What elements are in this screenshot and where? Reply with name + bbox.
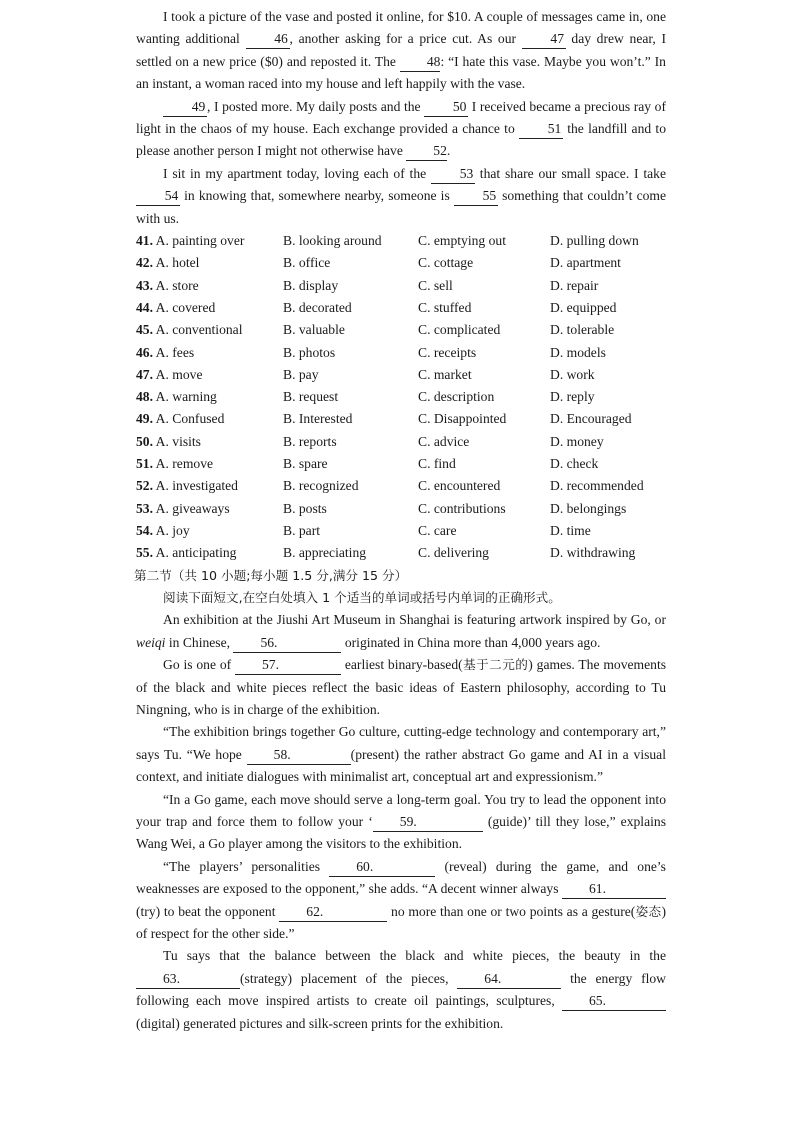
paragraph-1 [136, 6, 666, 96]
text: that share our small space. I take [479, 165, 666, 181]
option-c[interactable]: C. delivering [418, 545, 489, 561]
option-c[interactable]: C. cottage [418, 255, 474, 271]
option-c[interactable]: C. contributions [418, 500, 506, 516]
question-row [136, 297, 666, 319]
text: something that couldn’t come with us. [136, 188, 667, 226]
passage2-paragraph-3 [136, 721, 666, 788]
option-b[interactable]: B. valuable [283, 322, 345, 338]
question-number: 45. [136, 322, 153, 338]
text: (try) to beat the opponent [136, 903, 276, 919]
question-number: 43. [136, 277, 153, 293]
text: earliest binary-based( [344, 657, 463, 673]
text: (present) the rather abstract Go game and AI in a visual context, and initiate dialogues with minimalist art, conceptual art and expressionism.” [136, 746, 666, 785]
option-d[interactable]: D. belongings [550, 500, 627, 516]
passage2-paragraph-4 [136, 789, 666, 856]
text: (digital) generated pictures and silk-screen prints for the exhibition. [136, 1015, 504, 1031]
text: “The players’ personalities [163, 858, 321, 874]
option-a[interactable]: A. warning [155, 389, 217, 405]
option-a[interactable]: A. visits [155, 433, 201, 449]
text: Go is one of [163, 657, 232, 673]
blank-56[interactable]: 56. [233, 634, 341, 653]
blank-50[interactable]: 50 [424, 98, 468, 117]
question-row [136, 342, 666, 364]
blank-47[interactable]: 47 [522, 30, 566, 49]
text: no more than one or two points as a gesture( [391, 903, 636, 919]
text: originated in China more than 4,000 years ago. [344, 634, 601, 650]
option-a[interactable]: A. hotel [155, 255, 200, 271]
text: : “I hate this vase. Maybe you won’t.” In an instant, a woman raced into my house and left happily with the vase. [136, 53, 666, 92]
option-a[interactable]: A. move [155, 366, 203, 382]
question-number: 55. [136, 545, 153, 561]
option-d[interactable]: D. Encouraged [550, 411, 632, 427]
section-heading: 第二节（共 10 小题;每小题 1.5 分,满分 15 分） [134, 567, 408, 583]
text: Tu says that the balance between the black and white pieces, the beauty in the [163, 948, 666, 964]
blank-48[interactable]: 48 [400, 53, 441, 72]
blank-62[interactable]: 62. [279, 903, 387, 922]
question-number: 44. [136, 299, 153, 315]
question-number: 46. [136, 344, 153, 360]
question-row [136, 475, 666, 497]
exam-page [136, 6, 666, 1035]
text: day drew near, I settled on a new price ($0) and reposted it. The [136, 31, 666, 69]
question-row [136, 275, 666, 297]
question-number: 42. [136, 255, 153, 271]
option-d[interactable]: D. withdrawing [550, 545, 636, 561]
text: An exhibition at the Jiushi Art Museum in Shanghai is featuring artwork inspired by Go, or [163, 612, 666, 628]
text: ) games. The movements of the black and white pieces reflect the basic ideas of Eastern philosophy, according to Tu Ningning, who is in charge of the exhibition. [136, 657, 667, 717]
blank-53[interactable]: 53 [431, 165, 475, 184]
option-c[interactable]: C. market [418, 366, 472, 382]
question-row [136, 498, 666, 520]
blank-60[interactable]: 60. [329, 858, 435, 877]
option-a[interactable]: A. remove [155, 456, 214, 472]
passage2-paragraph-5 [136, 856, 666, 946]
blank-51[interactable]: 51 [519, 120, 563, 139]
option-d[interactable]: D. money [550, 433, 604, 449]
blank-46[interactable]: 46 [246, 30, 290, 49]
text: the landfill and to please another person I might not otherwise have [136, 121, 666, 159]
question-row [136, 408, 666, 430]
text: I took a picture of the vase and posted it online, for $10. A couple of messages came in, one wanting additional [136, 9, 666, 47]
option-a[interactable]: A. covered [155, 299, 216, 315]
option-a[interactable]: A. fees [155, 344, 195, 360]
option-c[interactable]: C. encountered [418, 478, 501, 494]
blank-59[interactable]: 59. [373, 813, 483, 832]
question-number: 53. [136, 500, 153, 516]
blank-64[interactable]: 64. [457, 970, 561, 989]
section-instruction: 阅读下面短文,在空白处填入 1 个适当的单词或括号内单词的正确形式。 [163, 589, 561, 605]
question-row [136, 453, 666, 475]
option-c[interactable]: C. stuffed [418, 299, 472, 315]
option-b[interactable]: B. recognized [283, 478, 359, 494]
option-d[interactable]: D. pulling down [550, 233, 639, 249]
option-d[interactable]: D. tolerable [550, 322, 615, 338]
text: in knowing that, somewhere nearby, someone is [184, 188, 450, 204]
passage2-paragraph-6 [136, 945, 666, 1035]
option-d[interactable]: D. reply [550, 389, 595, 405]
question-number: 52. [136, 478, 153, 494]
question-row [136, 386, 666, 408]
option-c[interactable]: C. sell [418, 277, 453, 293]
option-c[interactable]: C. receipts [418, 344, 477, 360]
option-c[interactable]: C. care [418, 522, 457, 538]
option-b[interactable]: B. appreciating [283, 545, 367, 561]
text: in Chinese, [168, 634, 231, 650]
option-a[interactable]: A. store [155, 277, 199, 293]
option-b[interactable]: B. reports [283, 433, 337, 449]
option-a[interactable]: A. giveaways [155, 500, 230, 516]
text: I sit in my apartment today, loving each of the [163, 165, 427, 181]
blank-49[interactable]: 49 [163, 98, 207, 117]
blank-63[interactable]: 63. [136, 970, 240, 989]
passage2-paragraph-1 [136, 609, 666, 654]
option-b[interactable]: B. spare [283, 456, 328, 472]
question-number: 47. [136, 366, 153, 382]
text: . [446, 143, 451, 159]
option-a[interactable]: A. anticipating [155, 545, 237, 561]
option-b[interactable]: B. photos [283, 344, 336, 360]
option-a[interactable]: A. Confused [155, 411, 225, 427]
option-b[interactable]: B. office [283, 255, 331, 271]
question-row [136, 319, 666, 341]
blank-55[interactable]: 55 [454, 187, 498, 206]
text: “In a Go game, each move should serve a long-term goal. You try to lead the opponent into your trap and force them to follow your ‘ [136, 791, 666, 829]
option-b[interactable]: B. posts [283, 500, 327, 516]
blank-61[interactable]: 61. [562, 880, 666, 899]
paragraph-2 [136, 96, 666, 163]
question-number: 54. [136, 522, 153, 538]
option-a[interactable]: A. joy [155, 522, 190, 538]
text: 姿态 [635, 903, 662, 919]
option-c[interactable]: C. advice [418, 433, 470, 449]
text: ) of respect for the other side.” [136, 903, 667, 942]
option-b[interactable]: B. Interested [283, 411, 353, 427]
option-d[interactable]: D. equipped [550, 299, 617, 315]
question-number: 50. [136, 433, 153, 449]
text: “The exhibition brings together Go culture, cutting-edge technology and contemporary art,” says Tu. “We hope [136, 724, 666, 762]
option-b[interactable]: B. request [283, 389, 339, 405]
question-number: 48. [136, 389, 153, 405]
text: (strategy) placement of the pieces, [240, 970, 449, 986]
option-d[interactable]: D. models [550, 344, 606, 360]
question-row [136, 230, 666, 252]
option-c[interactable]: C. complicated [418, 322, 501, 338]
options-list [136, 230, 666, 564]
question-row [136, 364, 666, 386]
text: the energy flow following each move inspired artists to create oil paintings, sculptures, [136, 970, 666, 1009]
option-a[interactable]: A. conventional [155, 322, 243, 338]
option-b[interactable]: B. pay [283, 366, 319, 382]
option-a[interactable]: A. investigated [155, 478, 238, 494]
blank-65[interactable]: 65. [562, 992, 666, 1011]
blank-54[interactable]: 54 [136, 187, 180, 206]
question-number: 49. [136, 411, 153, 427]
paragraph-3 [136, 163, 666, 230]
passage2-paragraph-2 [136, 654, 666, 721]
text: , another asking for a price cut. As our [289, 31, 517, 47]
option-b[interactable]: B. part [283, 522, 320, 538]
option-d[interactable]: D. recommended [550, 478, 644, 494]
text: 基于二元的 [462, 657, 529, 673]
text: (guide)’ till they lose,” explains Wang Wei, a Go player among the visitors to the exhibition. [136, 813, 666, 852]
option-a[interactable]: A. painting over [155, 233, 245, 249]
option-d[interactable]: D. check [550, 456, 599, 472]
blank-52[interactable]: 52 [406, 142, 447, 161]
question-row [136, 542, 666, 564]
option-c[interactable]: C. description [418, 389, 495, 405]
text: I received became a precious ray of light in the chaos of my house. Each exchange provided a chance to [136, 98, 666, 137]
blank-58[interactable]: 58. [247, 746, 351, 765]
option-b[interactable]: B. decorated [283, 299, 352, 315]
option-d[interactable]: D. apartment [550, 255, 621, 271]
option-c[interactable]: C. emptying out [418, 233, 506, 249]
text: , I posted more. My daily posts and the [207, 98, 421, 114]
text-italic: weiqi [136, 634, 166, 650]
text: (reveal) during the game, and one’s weaknesses are exposed to the opponent,” she adds. “A decent winner always [136, 858, 666, 897]
blank-57[interactable]: 57. [235, 656, 341, 675]
question-row [136, 520, 666, 542]
question-number: 41. [136, 233, 153, 249]
option-d[interactable]: D. work [550, 366, 595, 382]
question-row [136, 431, 666, 453]
option-b[interactable]: B. display [283, 277, 339, 293]
option-c[interactable]: C. Disappointed [418, 411, 507, 427]
option-b[interactable]: B. looking around [283, 233, 382, 249]
option-d[interactable]: D. repair [550, 277, 599, 293]
question-number: 51. [136, 456, 153, 472]
option-c[interactable]: C. find [418, 456, 456, 472]
question-row [136, 252, 666, 274]
option-d[interactable]: D. time [550, 522, 591, 538]
